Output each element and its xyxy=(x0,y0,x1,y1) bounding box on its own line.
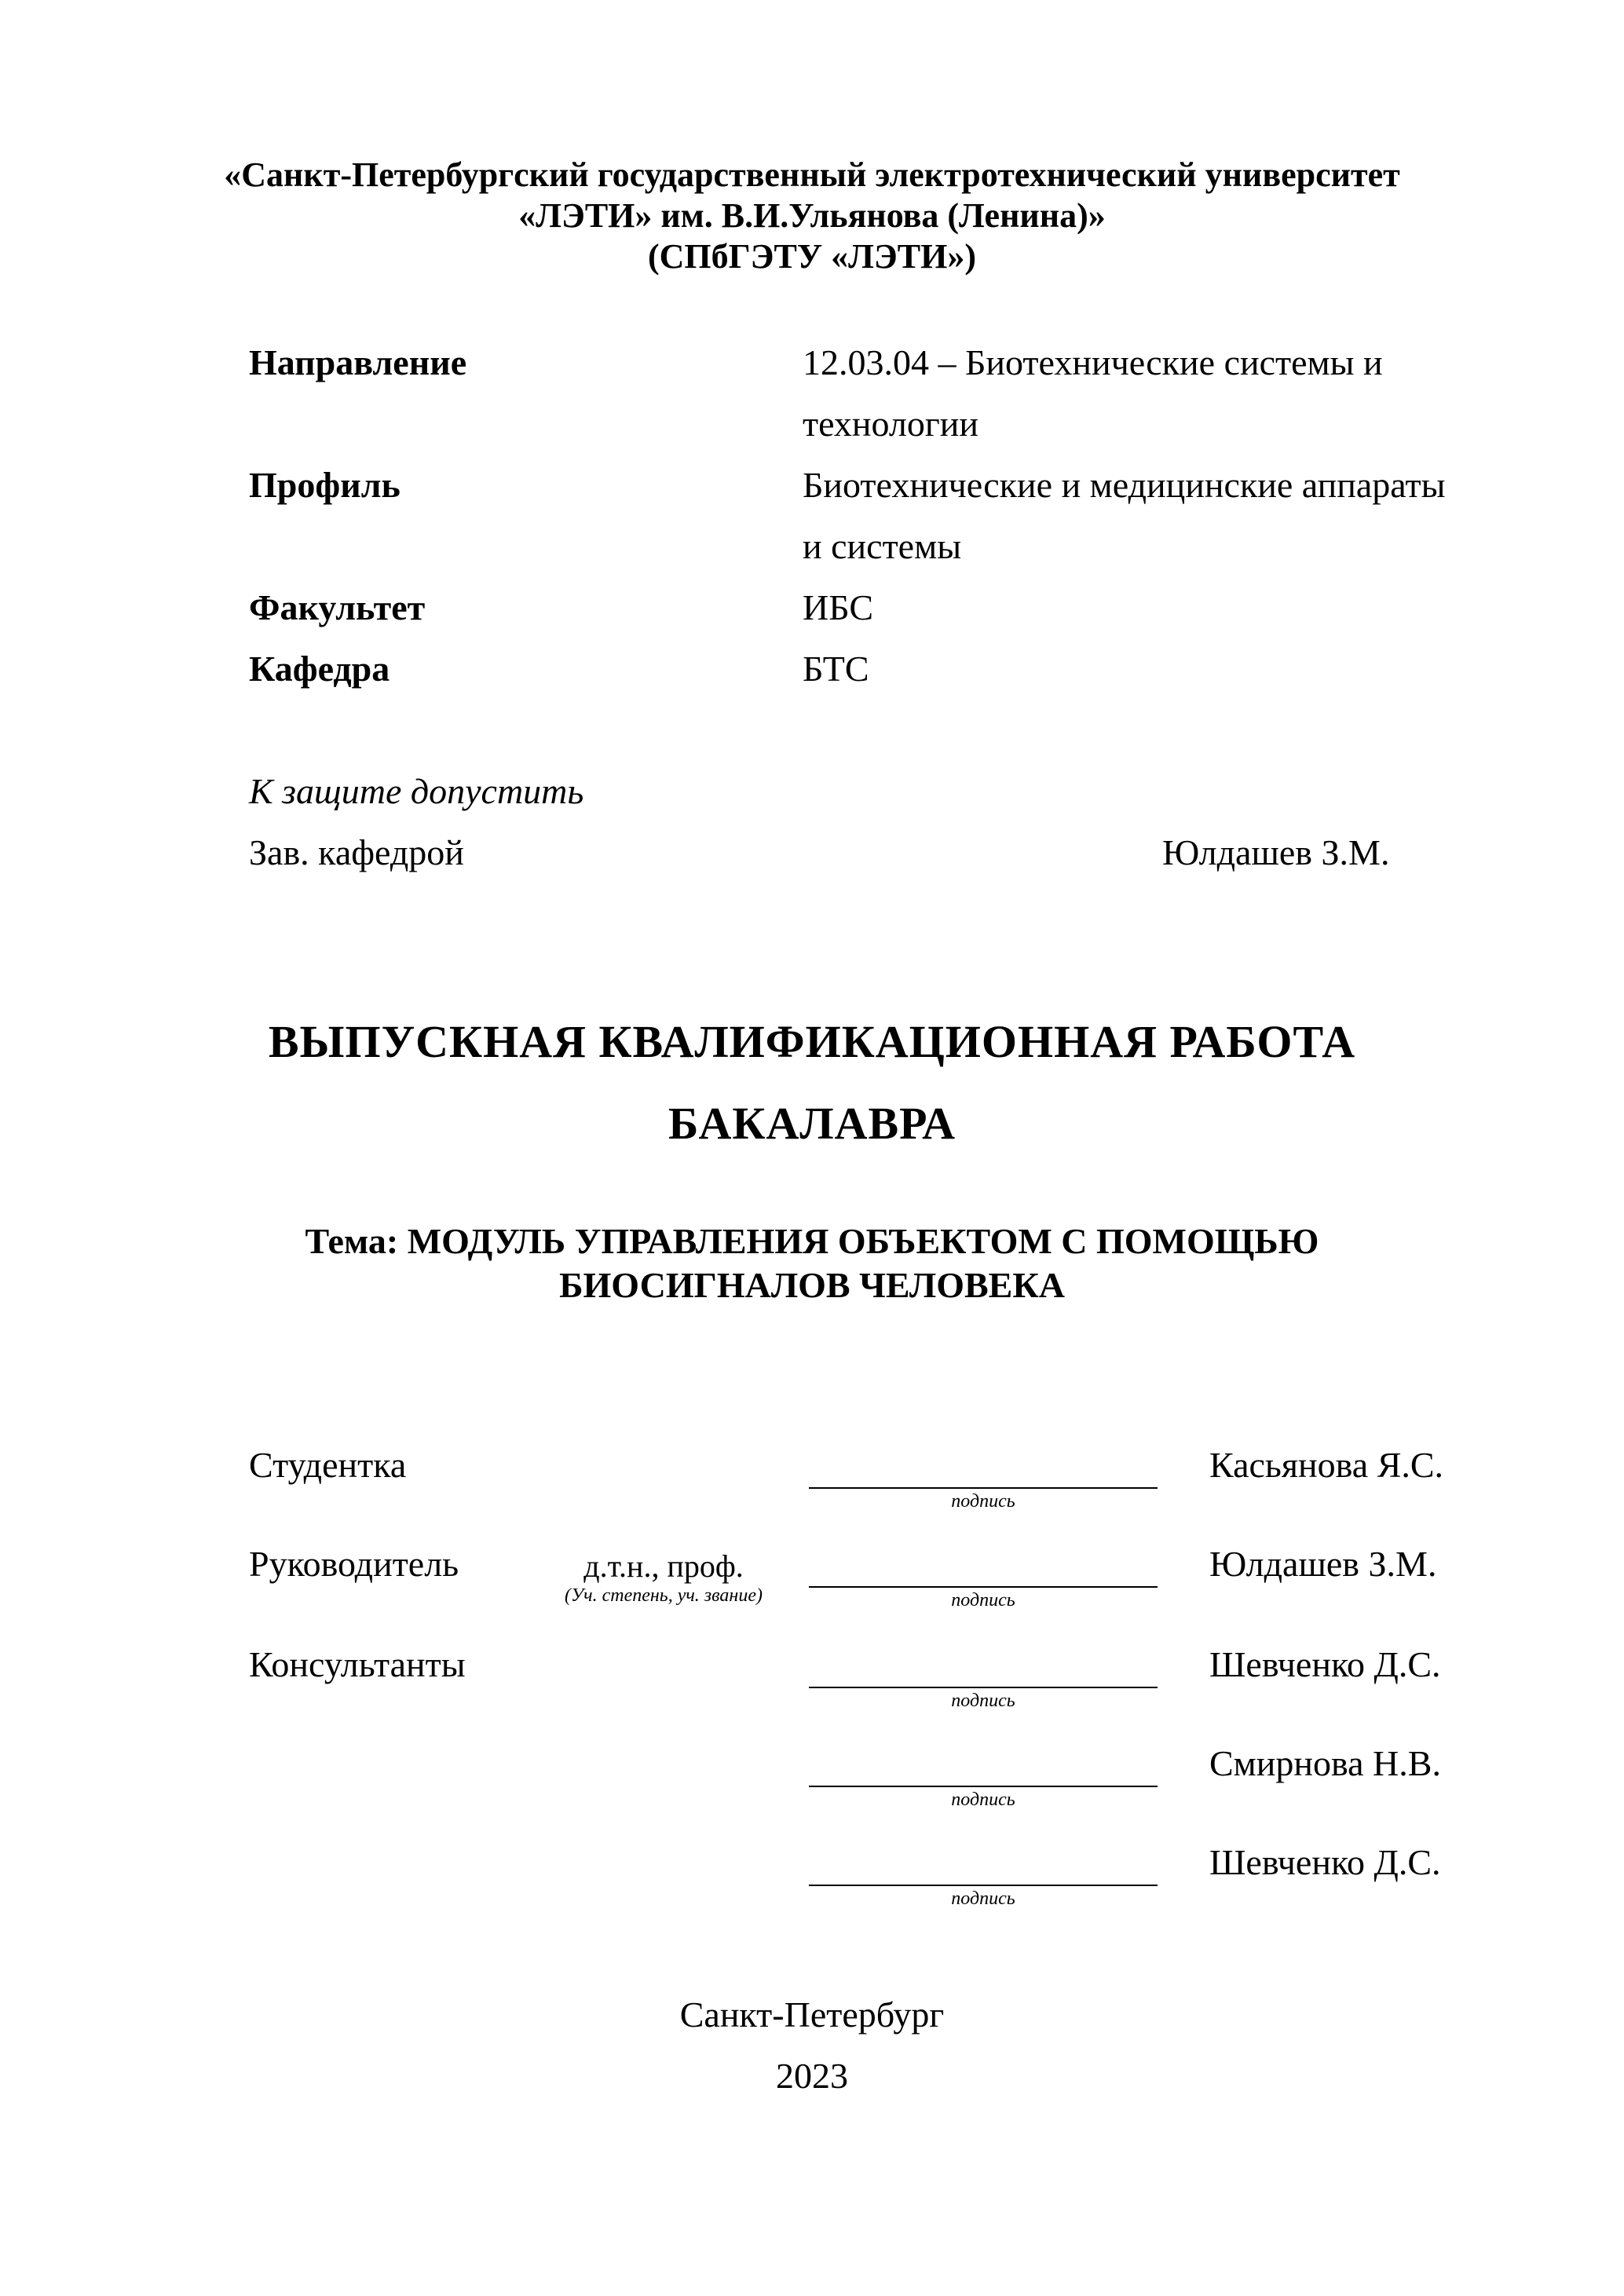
student-name: Касьянова Я.С. xyxy=(1209,1445,1444,1485)
university-name-line2: «ЛЭТИ» им. В.И.Ульянова (Ленина)» xyxy=(518,196,1106,235)
profile-value-line2: и системы xyxy=(803,526,962,566)
thesis-topic-line2: БИОСИГНАЛОВ ЧЕЛОВЕКА xyxy=(559,1265,1065,1305)
admission-note: К защите допустить xyxy=(249,771,584,811)
supervisor-signature-caption: подпись xyxy=(951,1590,1015,1610)
supervisor-degree-caption: (Уч. степень, уч. звание) xyxy=(565,1585,763,1606)
footer-city: Санкт-Петербург xyxy=(679,1994,945,2035)
supervisor-role: Руководитель xyxy=(249,1544,459,1584)
department-head-name: Юлдашев З.М. xyxy=(1162,832,1390,872)
department-value: БТС xyxy=(803,649,869,689)
consultant-3-signature-caption: подпись xyxy=(951,1888,1015,1909)
consultant-1-name: Шевченко Д.С. xyxy=(1209,1644,1441,1684)
consultant-3-name: Шевченко Д.С. xyxy=(1209,1842,1441,1882)
consultant-3-signature-line xyxy=(809,1885,1158,1886)
direction-label: Направление xyxy=(249,342,467,382)
student-signature-line xyxy=(809,1487,1158,1489)
profile-value-line1: Биотехнические и медицинские аппараты xyxy=(803,465,1446,505)
department-head-label: Зав. кафедрой xyxy=(249,832,464,872)
supervisor-name: Юлдашев З.М. xyxy=(1209,1544,1437,1584)
faculty-value: ИБС xyxy=(803,587,874,627)
department-label: Кафедра xyxy=(249,649,390,689)
student-signature-caption: подпись xyxy=(951,1491,1015,1512)
consultants-role: Консультанты xyxy=(249,1644,466,1684)
consultant-1-signature-caption: подпись xyxy=(951,1691,1015,1711)
supervisor-signature-line xyxy=(809,1586,1158,1588)
footer-year: 2023 xyxy=(776,2056,848,2096)
profile-label: Профиль xyxy=(249,465,401,505)
consultant-2-signature-caption: подпись xyxy=(951,1790,1015,1810)
thesis-title-line2: БАКАЛАВРА xyxy=(668,1098,956,1149)
thesis-title-line1: ВЫПУСКНАЯ КВАЛИФИКАЦИОННАЯ РАБОТА xyxy=(268,1016,1356,1067)
university-name-line1: «Санкт-Петербургский государственный электротехнический университет xyxy=(224,155,1400,194)
consultant-2-name: Смирнова Н.В. xyxy=(1209,1743,1441,1783)
supervisor-degree: д.т.н., проф. xyxy=(583,1548,744,1584)
direction-value-line2: технологии xyxy=(803,404,978,444)
university-abbreviation: (СПбГЭТУ «ЛЭТИ») xyxy=(648,237,976,276)
thesis-topic-line1: Тема: МОДУЛЬ УПРАВЛЕНИЯ ОБЪЕКТОМ С ПОМОЩЬЮ xyxy=(305,1221,1319,1261)
consultant-2-signature-line xyxy=(809,1786,1158,1787)
faculty-label: Факультет xyxy=(249,587,426,627)
consultant-1-signature-line xyxy=(809,1687,1158,1688)
direction-value-line1: 12.03.04 – Биотехнические системы и xyxy=(803,342,1383,382)
student-role: Студентка xyxy=(249,1445,407,1485)
